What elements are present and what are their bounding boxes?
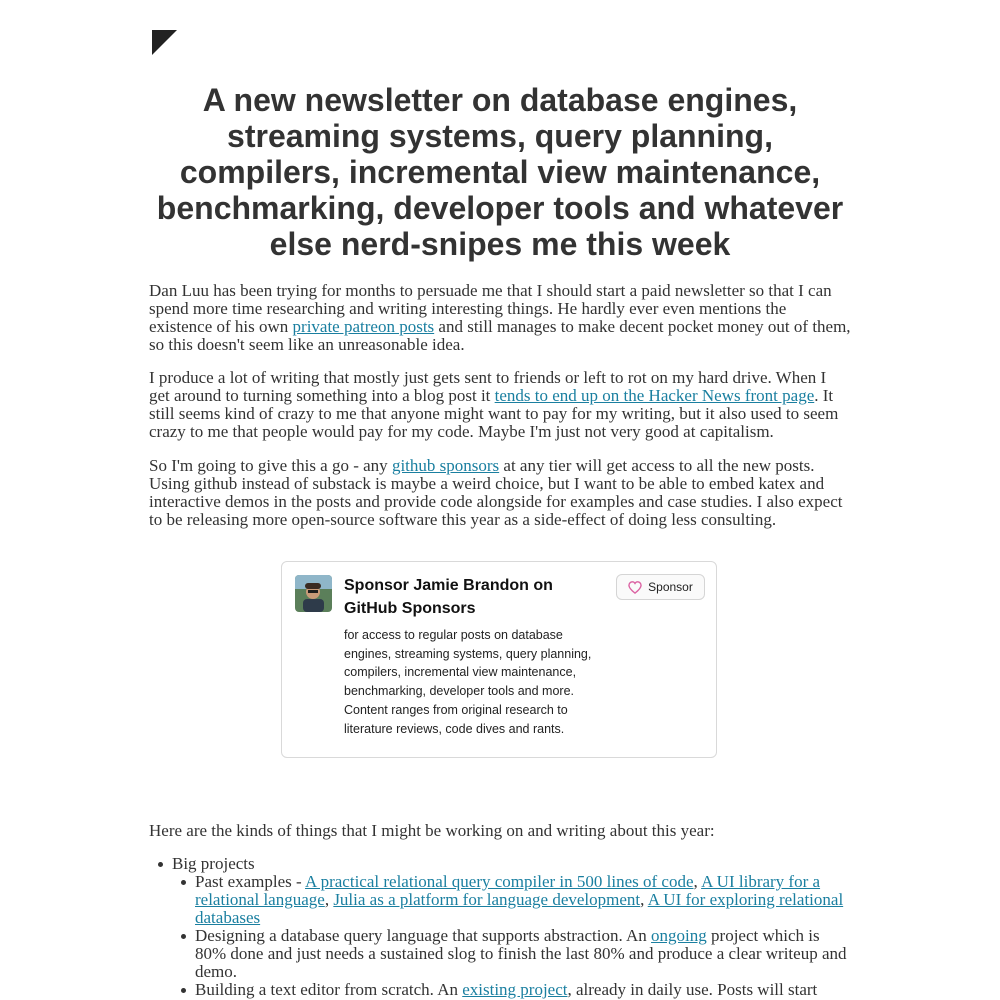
avatar[interactable] xyxy=(295,575,332,612)
julia-platform-link[interactable]: Julia as a platform for language development xyxy=(333,890,641,909)
list-item xyxy=(172,873,851,927)
github-sponsors-link[interactable]: github sponsors xyxy=(391,456,500,475)
separator: , xyxy=(324,890,334,909)
list-item-text: Designing a database query language that supports abstraction. An xyxy=(195,926,652,945)
heart-icon xyxy=(628,581,642,594)
paragraph-text: Dan Luu has been trying for months to persuade me that I should start a paid newsletter so that I can spend more time researching and writing interesting things. He hardly ever even mentions the existence of his own xyxy=(149,281,832,336)
list-item-text: Past examples - xyxy=(195,872,306,891)
private-patreon-posts-link[interactable]: private patreon posts xyxy=(292,317,435,336)
sponsor-button-label: Sponsor xyxy=(648,580,693,594)
paragraph-sponsors xyxy=(149,457,851,529)
ui-exploring-databases-link[interactable]: A UI for exploring relational databases xyxy=(195,890,844,927)
paragraph-text: at any tier will get access to all the new posts. Using github instead of substack is maybe a weird choice, but I want to be able to embed katex and interactive demos in the posts and provide code alongside for examples and case studies. I also expect to be releasing more open-source software this year as a side-effect of doing less consulting. xyxy=(149,456,843,529)
list-item xyxy=(149,855,851,999)
query-compiler-link[interactable]: A practical relational query compiler in 500 lines of code xyxy=(305,872,694,891)
sponsor-button[interactable] xyxy=(616,574,705,600)
list-item-text: project which is 80% done and just needs a sustained slog to finish the last 80% and produce a clear writeup and demo. xyxy=(195,926,847,981)
list-item-label: Big projects xyxy=(172,854,255,873)
paragraph-intro xyxy=(149,282,851,354)
hacker-news-link[interactable]: tends to end up on the Hacker News front page xyxy=(494,386,815,405)
sponsor-card-description: for access to regular posts on database engines, streaming systems, query planning, compilers, incremental view maintenance, benchmarking, developer tools and more. Content ranges from original research to literature reviews, code dives and rants. xyxy=(344,628,592,736)
list-item-text: Building a text editor from scratch. An xyxy=(195,980,463,999)
existing-project-link[interactable]: existing project xyxy=(462,980,568,999)
project-list xyxy=(149,855,851,999)
paragraph-text: . It still seems kind of crazy to me that anyone might want to pay for my writing, but it also used to seem crazy to me that people would pay for my code. Maybe I'm just not very good at capitalism. xyxy=(149,386,839,441)
page-title: A new newsletter on database engines, streaming systems, query planning, compilers, incremental view maintenance, benchmarking, developer tools and whatever else nerd-snipes me this week xyxy=(156,82,844,262)
paragraph-text: I produce a lot of writing that mostly just gets sent to friends or left to rot on my hard drive. When I get around to turning something into a blog post it xyxy=(149,368,827,405)
list-item xyxy=(172,981,851,999)
sponsor-card-title[interactable]: Sponsor Jamie Brandon on GitHub Sponsors xyxy=(344,577,553,617)
sponsor-card xyxy=(281,561,717,758)
ongoing-link[interactable]: ongoing xyxy=(651,926,707,945)
separator: , xyxy=(640,890,648,909)
site-logo-icon[interactable] xyxy=(152,30,177,55)
list-item xyxy=(172,927,851,981)
paragraph-text: and still manages to make decent pocket money out of them, so this doesn't seem like an unreasonable idea. xyxy=(149,317,851,354)
sub-list xyxy=(172,873,851,999)
list-item-text: , already in daily use. Posts will start xyxy=(567,980,818,999)
ui-library-link[interactable]: A UI library for a relational language xyxy=(195,872,821,909)
paragraph-list-intro: Here are the kinds of things that I might be working on and writing about this year: xyxy=(149,821,715,840)
separator: , xyxy=(693,872,702,891)
paragraph-writing xyxy=(149,369,851,441)
paragraph-text: So I'm going to give this a go - any xyxy=(149,456,392,475)
